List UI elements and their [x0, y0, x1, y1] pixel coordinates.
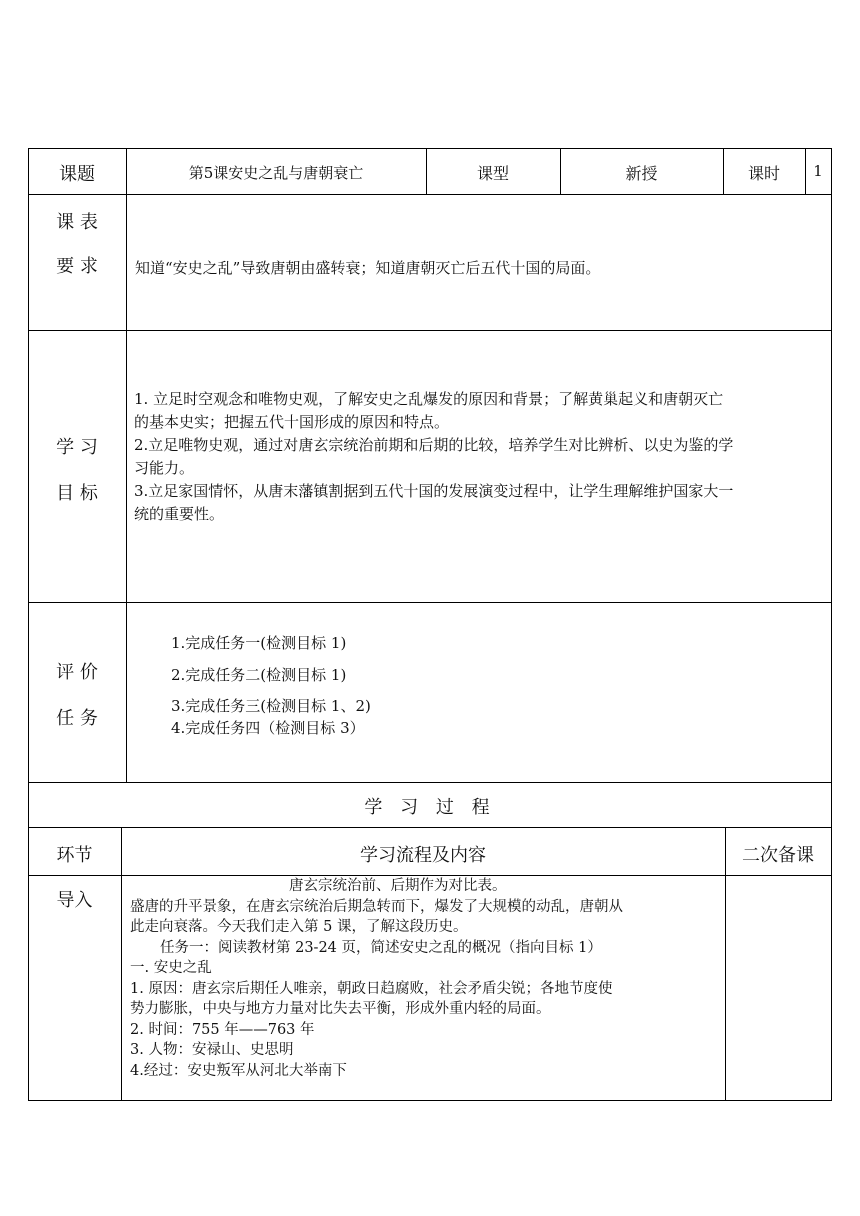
intro-line: 势力膨胀，中央与地方力量对比失去平衡，形成外重内轻的局面。 [130, 1001, 551, 1017]
table-border-right [831, 148, 832, 1101]
objective-line: 统的重要性。 [134, 505, 225, 523]
evaluation-task-4: 4.完成任务四（检测目标 3） [171, 719, 365, 737]
curriculum-label-line2: 要 求 [56, 256, 98, 277]
column-header-notes: 二次备课 [742, 845, 814, 866]
topic-label: 课题 [59, 164, 95, 185]
lesson-plan-table [28, 148, 832, 1101]
period-value: 1 [813, 162, 823, 180]
curriculum-requirement-text: 知道“安史之乱”导致唐朝由盛转衰；知道唐朝灭亡后五代十国的局面。 [135, 259, 601, 277]
evaluation-task-1: 1.完成任务一(检测目标 1) [171, 634, 347, 652]
evaluation-task-2: 2.完成任务二(检测目标 1) [171, 666, 347, 684]
evaluation-label-line1: 评 价 [56, 662, 98, 683]
type-value: 新授 [625, 164, 658, 183]
objectives-text [134, 388, 733, 526]
intro-line: 3. 人物：安禄山、史思明 [130, 1042, 294, 1058]
objectives-label-line1: 学 习 [56, 437, 98, 458]
row-divider [28, 602, 832, 603]
column-divider [121, 827, 122, 1101]
intro-line: 2. 时间：755 年——763 年 [130, 1021, 315, 1038]
objective-line: 1. 立足时空观念和唯物史观，了解安史之乱爆发的原因和背景；了解黄巢起义和唐朝灭亡 [134, 390, 724, 408]
evaluation-task-3: 3.完成任务三(检测目标 1、2) [171, 697, 371, 715]
process-title: 学 习 过 程 [364, 797, 496, 818]
intro-content [130, 876, 623, 1081]
objective-line: 2.立足唯物史观，通过对唐玄宗统治前期和后期的比较，培养学生对比辨析、以史为鉴的学 [134, 436, 734, 454]
row-divider [28, 330, 832, 331]
row-divider [28, 194, 832, 195]
period-label: 课时 [747, 164, 780, 183]
row-divider [28, 782, 832, 783]
intro-line: 1. 原因：唐玄宗后期任人唯亲，朝政日趋腐败，社会矛盾尖锐；各地节度使 [130, 980, 613, 997]
intro-line: 盛唐的升平景象，在唐玄宗统治后期急转而下，爆发了大规模的动乱，唐朝从 [130, 898, 623, 915]
intro-line: 唐玄宗统治前、后期作为对比表。 [289, 878, 507, 894]
table-border-left [28, 148, 29, 1101]
intro-line: 一. 安史之乱 [130, 960, 212, 976]
intro-line: 此走向衰落。今天我们走入第 5 课，了解这段历史。 [130, 919, 468, 935]
objective-line: 习能力。 [134, 459, 195, 477]
evaluation-label-line2: 任 务 [56, 708, 98, 729]
row-divider [28, 827, 832, 828]
objective-line: 的基本史实；把握五代十国形成的原因和特点。 [134, 413, 450, 431]
intro-stage-label: 导入 [56, 890, 93, 911]
column-divider [126, 148, 127, 782]
objective-line: 3.立足家国情怀，从唐末藩镇割据到五代十国的发展演变过程中，让学生理解维护国家大一 [134, 482, 734, 500]
intro-line: 任务一：阅读教材第 23-24 页，简述安史之乱的概况（指向目标 1） [160, 939, 602, 956]
column-divider [725, 827, 726, 1101]
intro-line: 4.经过：安史叛军从河北大举南下 [130, 1062, 347, 1079]
column-header-content: 学习流程及内容 [360, 845, 486, 866]
table-border-bottom [28, 1100, 832, 1101]
curriculum-label-line1: 课 表 [56, 212, 98, 233]
type-label: 课型 [476, 164, 509, 183]
objectives-label-line2: 目 标 [56, 483, 98, 504]
table-border-top [28, 148, 832, 149]
topic-value: 第5课安史之乱与唐朝衰亡 [188, 164, 364, 182]
column-header-stage: 环节 [56, 845, 93, 866]
